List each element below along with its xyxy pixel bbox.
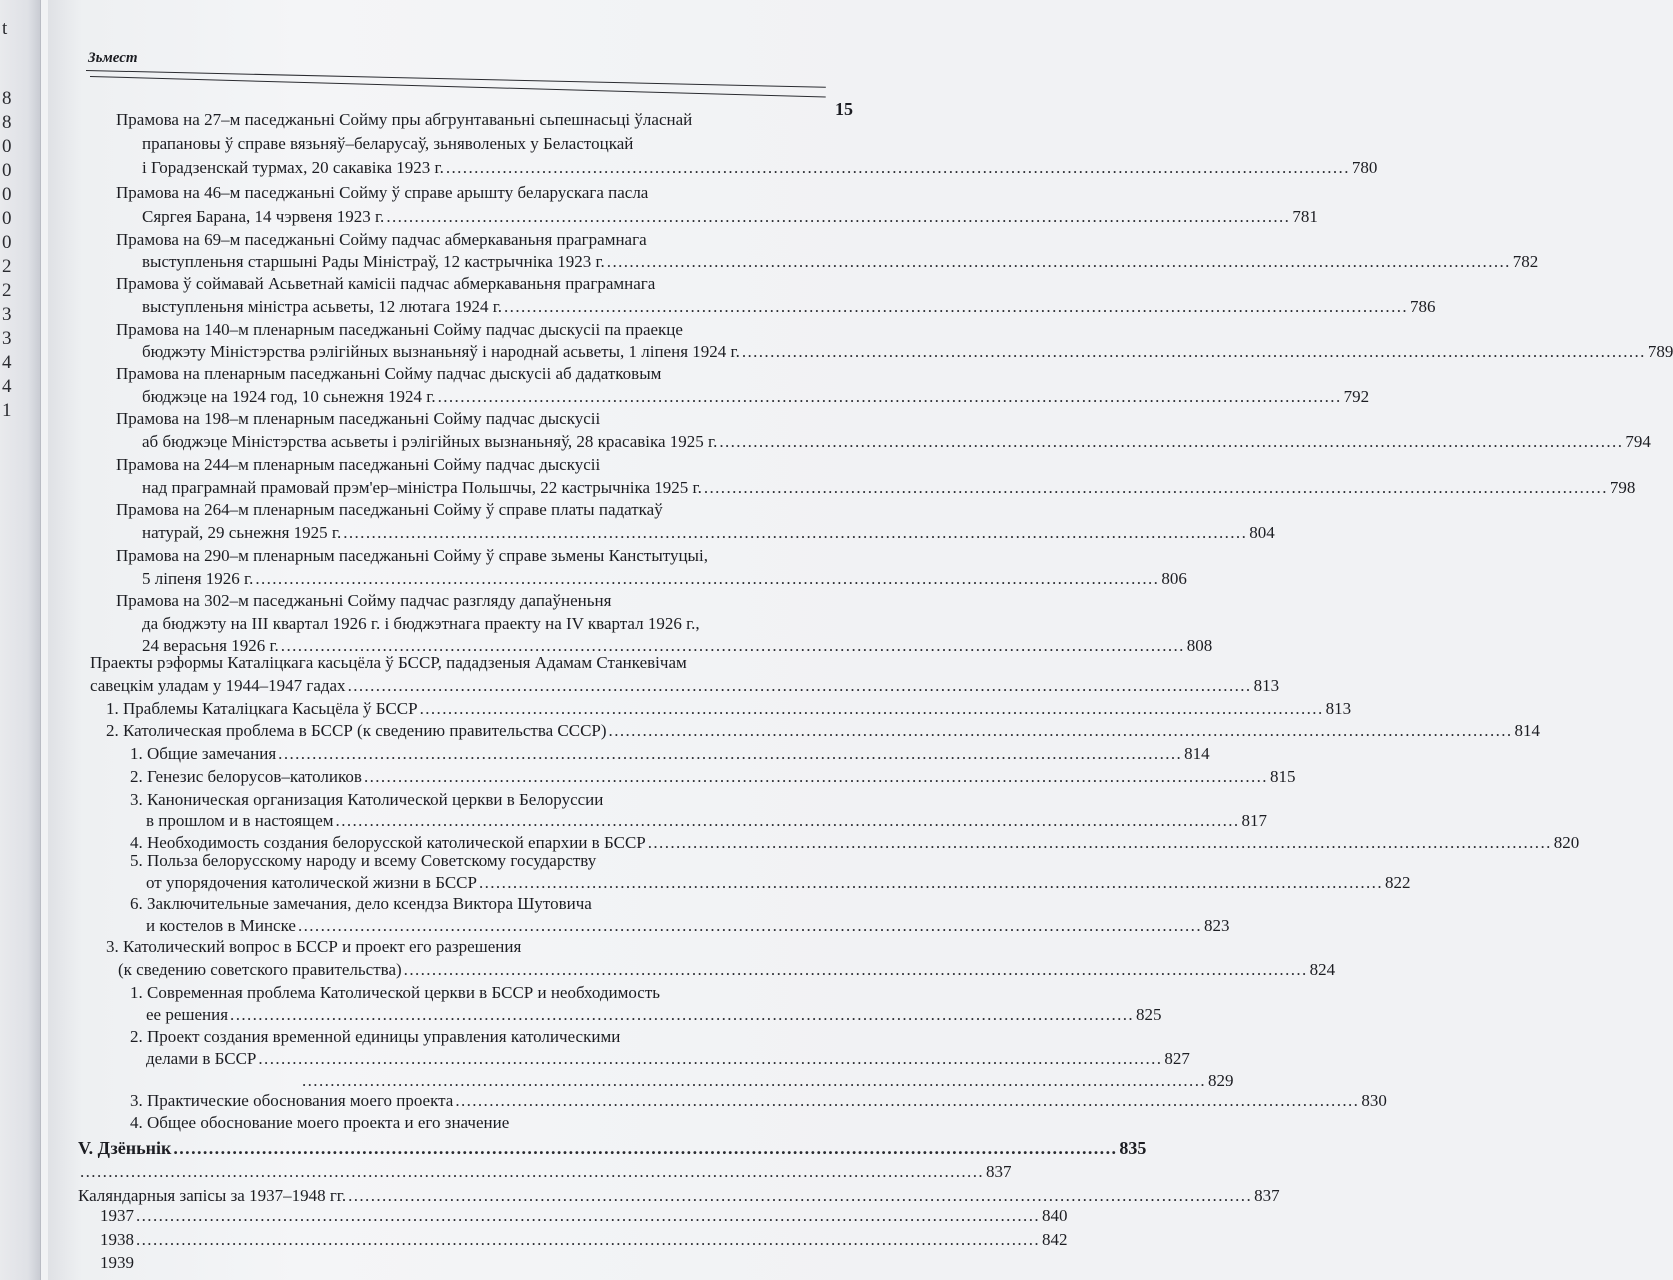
toc-leader-dots: ................................................................................................................................................................ <box>741 342 1646 361</box>
toc-entry-title: Прамова на 198–м пленарным паседжаньні Сойму падчас дыскусіі <box>116 409 601 428</box>
toc-leader-dots: ................................................................................................................................................................ <box>478 873 1383 892</box>
toc-entry-title: 2. Католическая проблема в БССР (к сведению правительства СССР) <box>106 721 607 740</box>
facing-char: 0 <box>2 208 12 229</box>
toc-page-number: 842 <box>1042 1230 1068 1249</box>
page-number: 15 <box>835 99 853 119</box>
toc-leader-dots: ................................................................................................................................................................ <box>297 916 1202 935</box>
toc-page-number: 798 <box>1609 478 1636 497</box>
toc-leader-dots: ................................................................................................................................................................ <box>347 676 1252 695</box>
toc-entry-title: делами в БССР <box>146 1049 257 1068</box>
toc-entry <box>146 1005 1162 1025</box>
toc-entry <box>100 1230 1068 1250</box>
toc-page-number: 835 <box>1119 1138 1147 1158</box>
toc-entry-title: V. Дзёньнік <box>78 1138 172 1158</box>
toc-entry-title: Прамова на 69–м паседжаньні Сойму падчас абмеркаваньня праграмнага <box>116 230 647 249</box>
toc-entry-title: Прамова на 290–м пленарным паседжаньні Сойму ў справе зьмены Канстытуцыі, <box>116 546 708 565</box>
toc-entry-title: ее решения <box>146 1005 229 1024</box>
toc-entry-title: выступленьня міністра асьветы, 12 лютага 1924 г. <box>142 297 503 316</box>
toc-page-number: 827 <box>1164 1049 1190 1068</box>
toc-entry <box>146 873 1411 893</box>
toc-leader-dots: ................................................................................................................................................................ <box>278 744 1183 763</box>
toc-entry-title: Прамова на 140–м пленарным паседжаньні Сойму падчас дыскусіі па праекце <box>116 320 683 339</box>
toc-entry-title: Каляндарныя запісы за 1937–1948 гг. <box>78 1186 347 1205</box>
toc-leader-dots: ................................................................................................................................................................ <box>173 1138 1118 1158</box>
toc-entry-title: 5 ліпеня 1926 г. <box>142 569 254 588</box>
facing-char: 0 <box>2 232 12 253</box>
toc-entry <box>116 546 854 566</box>
toc-page-number: 804 <box>1249 523 1275 542</box>
toc-entry <box>90 653 852 673</box>
toc-page-number: 786 <box>1410 297 1436 316</box>
toc-entry-title: 1. Праблемы Каталіцкага Касьцёла ў БССР <box>106 699 418 718</box>
toc-entry <box>116 183 860 203</box>
toc-page-number: 840 <box>1042 1206 1068 1225</box>
toc-entry-title: 4. Необходимость создания белорусской католической епархии в БССР <box>130 833 646 852</box>
toc-entry <box>106 721 1541 741</box>
toc-leader-dots: ................................................................................................................................................................ <box>255 569 1160 588</box>
toc-entry <box>142 569 1187 589</box>
running-head: Зьмест <box>88 50 138 66</box>
toc-leader-dots: ................................................................................................................................................................ <box>80 1162 984 1181</box>
toc-entry-title: 3. Практические обоснования моего проекта <box>130 1091 454 1110</box>
toc-entry-title: Прамова на 244–м пленарным паседжаньні Сойму падчас дыскусіі <box>116 455 601 474</box>
toc-page-number: 782 <box>1512 252 1539 271</box>
toc-page-number: 815 <box>1269 767 1296 786</box>
toc-entry-title: Сяргея Барана, 14 чэрвеня 1923 г. <box>142 207 385 226</box>
toc-entry-title: да бюджэту на III квартал 1926 г. і бюджэтнага праекту на IV квартал 1926 г., <box>142 614 700 633</box>
toc-page-number: 824 <box>1309 960 1336 979</box>
toc-entry <box>142 614 854 634</box>
facing-char: 3 <box>2 304 12 325</box>
toc-page-number: 794 <box>1625 432 1651 451</box>
toc-entry-title: от упорядочения католической жизни в БССР <box>146 873 477 892</box>
toc-entry <box>100 1206 1068 1226</box>
toc-entry <box>130 744 1210 764</box>
toc-page-number: 820 <box>1553 833 1580 852</box>
toc-entry <box>116 110 860 130</box>
toc-leader-dots: ................................................................................................................................................................ <box>343 523 1248 542</box>
toc-entry <box>116 500 854 520</box>
toc-page-number: 822 <box>1384 873 1411 892</box>
toc-entry <box>130 790 852 810</box>
toc-entry <box>90 676 1280 696</box>
toc-entry <box>116 364 856 384</box>
toc-leader-dots: ................................................................................................................................................................ <box>136 1230 1040 1249</box>
toc-page-number: 789 <box>1647 342 1673 361</box>
toc-entry-title: 5. Польза белорусскому народу и всему Советскому государству <box>130 851 597 870</box>
toc-page-number: 814 <box>1514 721 1541 740</box>
toc-leader-dots: ................................................................................................................................................................ <box>703 478 1608 497</box>
toc-leader-dots: ................................................................................................................................................................ <box>445 158 1350 177</box>
toc-entry <box>78 1186 1280 1206</box>
facing-char: 4 <box>2 376 12 397</box>
toc-entry-title: 6. Заключительные замечания, дело ксендза Виктора Шутовича <box>130 894 592 913</box>
toc-entry-title: 1. Общие замечания <box>130 744 277 763</box>
toc-page-number: 808 <box>1186 636 1213 655</box>
toc-entry-title: савецкім уладам у 1944–1947 гадах <box>90 676 346 695</box>
toc-entry-title: 1939 <box>100 1253 134 1272</box>
toc-entry-title: бюджэце на 1924 год, 10 сьнежня 1924 г. <box>142 387 436 406</box>
toc-entry-title: натурай, 29 сьнежня 1925 г. <box>142 523 342 542</box>
toc-entry <box>146 1049 1190 1069</box>
toc-page-number: 829 <box>1208 1071 1234 1090</box>
toc-page-number: 837 <box>1254 1186 1280 1205</box>
toc-entry-title: Прамова на 264–м пленарным паседжаньні Сойму ў справе платы падаткаў <box>116 500 663 519</box>
toc-page-number: 837 <box>986 1162 1012 1181</box>
facing-char: 0 <box>2 160 12 181</box>
toc-leader-dots: ................................................................................................................................................................ <box>258 1049 1163 1068</box>
toc-leader-dots: ................................................................................................................................................................ <box>647 833 1552 852</box>
facing-char: t <box>2 18 8 39</box>
toc-leader-dots: ................................................................................................................................................................ <box>437 387 1342 406</box>
toc-entry-title: 3. Каноническая организация Католической церкви в Белоруссии <box>130 790 604 809</box>
toc-entry-title: Прамова на 302–м паседжаньні Сойму падчас разгляду дапаўненьня <box>116 591 612 610</box>
toc-entry <box>116 230 856 250</box>
toc-page-number: 825 <box>1136 1005 1162 1024</box>
toc-entry-title: прапановы ў справе вязьняў–беларусаў, зьняволеных у Беластоцкай <box>142 134 634 153</box>
toc-entry <box>130 983 852 1003</box>
toc-entry <box>142 387 1370 407</box>
toc-leader-dots: ................................................................................................................................................................ <box>136 1206 1040 1225</box>
toc-leader-dots: ................................................................................................................................................................ <box>386 207 1291 226</box>
toc-page-number: 814 <box>1184 744 1210 763</box>
toc-leader-dots: ................................................................................................................................................................ <box>280 636 1185 655</box>
toc-entry <box>78 1138 1147 1158</box>
toc-leader-dots: ................................................................................................................................................................ <box>363 767 1268 786</box>
toc-page-number: 792 <box>1343 387 1370 406</box>
toc-entry <box>130 767 1296 787</box>
toc-entry <box>116 274 856 294</box>
toc-page-number: 813 <box>1253 676 1280 695</box>
toc-entry-title: і Горадзенскай турмах, 20 сакавіка 1923 г. <box>142 158 444 177</box>
facing-char: 2 <box>2 280 12 301</box>
toc-entry <box>130 894 852 914</box>
toc-entry <box>130 1027 852 1047</box>
toc-entry <box>142 523 1275 543</box>
toc-entry <box>142 342 1673 362</box>
toc-leader-dots: ................................................................................................................................................................ <box>348 1186 1253 1205</box>
toc-page-number: 823 <box>1203 916 1230 935</box>
toc-entry-title: 2. Генезис белорусов–католиков <box>130 767 362 786</box>
facing-char: 1 <box>2 400 12 421</box>
toc-entry <box>116 320 856 340</box>
toc-entry-title: 4. Общее обоснование моего проекта и его значение <box>130 1113 510 1132</box>
toc-entry <box>142 134 860 154</box>
toc-entry-title: Прамова на пленарным паседжаньні Сойму падчас дыскусіі аб дадатковым <box>116 364 662 383</box>
toc-entry <box>78 1162 1012 1182</box>
toc-entry-title: 2. Проект создания временной единицы управления католическими <box>130 1027 621 1046</box>
toc-entry-title: и костелов в Минске <box>146 916 296 935</box>
toc-entry <box>130 1113 852 1133</box>
toc-leader-dots: ................................................................................................................................................................ <box>608 721 1513 740</box>
toc-leader-dots: ................................................................................................................................................................ <box>606 252 1511 271</box>
toc-leader-dots: ................................................................................................................................................................ <box>719 432 1624 451</box>
toc-page-number: 781 <box>1292 207 1318 226</box>
toc-entry <box>300 1071 1234 1091</box>
toc-leader-dots: ................................................................................................................................................................ <box>302 1071 1206 1090</box>
toc-page-number: 780 <box>1351 158 1378 177</box>
toc-entry <box>142 478 1636 498</box>
toc-entry <box>142 297 1436 317</box>
toc-entry-title: 1. Современная проблема Католической церкви в БССР и необходимость <box>130 983 660 1002</box>
toc-page-number: 817 <box>1241 811 1268 830</box>
toc-entry <box>142 207 1318 227</box>
toc-entry <box>142 158 1378 178</box>
toc-entry-title: 1937 <box>100 1206 134 1225</box>
toc-entry-title: 3. Католический вопрос в БССР и проект его разрешения <box>106 937 522 956</box>
toc-entry-title: Прамова на 27–м паседжаньні Сойму пры абгрунтаваньні сьпешнасьці ўласнай <box>116 110 693 129</box>
toc-page-number: 806 <box>1161 569 1187 588</box>
toc-entry <box>142 432 1651 452</box>
toc-entry <box>106 699 1352 719</box>
toc-entry-title: выступленьня старшыні Рады Міністраў, 12 кастрычніка 1923 г. <box>142 252 605 271</box>
facing-char: 8 <box>2 88 12 109</box>
toc-leader-dots: ................................................................................................................................................................ <box>335 811 1240 830</box>
toc-entry <box>106 937 852 957</box>
toc-page-number: 813 <box>1325 699 1352 718</box>
toc-entry-title: аб бюджэце Міністэрства асьветы і рэлігійных вызнаньняў, 28 красавіка 1925 г. <box>142 432 718 451</box>
toc-entry-title: Праекты рэформы Каталіцкага касьцёла ў БССР, пададзеныя Адамам Станкевічам <box>90 653 687 672</box>
toc-entry <box>146 811 1268 831</box>
facing-char: 0 <box>2 136 12 157</box>
toc-entry-title: бюджэту Міністэрства рэлігійных вызнаньняў і народнай асьветы, 1 ліпеня 1924 г. <box>142 342 740 361</box>
toc-entry <box>116 591 854 611</box>
toc-entry-title: в прошлом и в настоящем <box>146 811 334 830</box>
toc-entry-title: 24 верасьня 1926 г. <box>142 636 279 655</box>
toc-leader-dots: ................................................................................................................................................................ <box>230 1005 1135 1024</box>
toc-leader-dots: ................................................................................................................................................................ <box>504 297 1409 316</box>
toc-leader-dots: ................................................................................................................................................................ <box>403 960 1308 979</box>
toc-entry <box>130 851 852 871</box>
toc-entry <box>116 455 856 475</box>
toc-entry <box>142 252 1539 272</box>
toc-leader-dots: ................................................................................................................................................................ <box>419 699 1324 718</box>
facing-char: 2 <box>2 256 12 277</box>
toc-entry-title: Прамова ў соймавай Асьветнай камісіі падчас абмеркаваньня праграмнага <box>116 274 656 293</box>
toc-entry <box>116 409 856 429</box>
toc-leader-dots: ................................................................................................................................................................ <box>455 1091 1360 1110</box>
toc-entry <box>130 1091 1387 1111</box>
toc-entry <box>100 1253 852 1273</box>
toc-entry <box>118 960 1336 980</box>
toc-entry-title: над праграмнай прамовай прэм'ер–міністра Польшчы, 22 кастрычніка 1925 г. <box>142 478 702 497</box>
toc-page-number: 830 <box>1361 1091 1387 1110</box>
toc-entry <box>130 833 1580 853</box>
facing-char: 0 <box>2 184 12 205</box>
toc-entry-title: (к сведению советского правительства) <box>118 960 402 979</box>
facing-char: 3 <box>2 328 12 349</box>
facing-char: 4 <box>2 352 12 373</box>
toc-entry-title: 1938 <box>100 1230 134 1249</box>
facing-char: 8 <box>2 112 12 133</box>
toc-entry-title: Прамова на 46–м паседжаньні Сойму ў справе арыштy беларускага пасла <box>116 183 649 202</box>
toc-entry <box>146 916 1230 936</box>
